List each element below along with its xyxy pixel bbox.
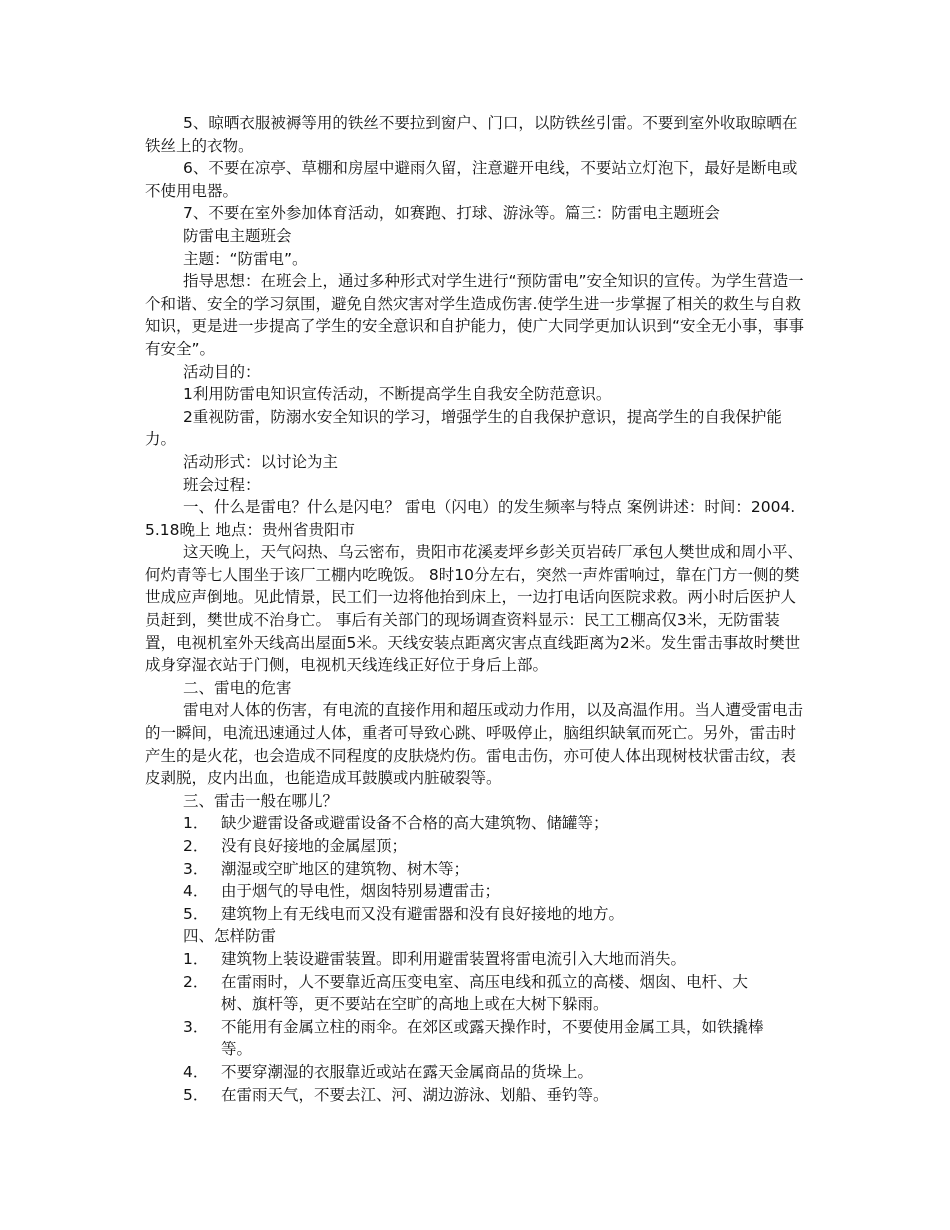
list-item: 2． 没有良好接地的金属屋顶；: [183, 837, 408, 855]
purpose-item-1: 1利用防雷电知识宣传活动，不断提高学生自我安全防范意识。: [183, 385, 612, 404]
section-four-heading: 四、怎样防雷: [183, 927, 277, 946]
theme-line: 主题：“防雷电”。: [183, 249, 308, 268]
activity-form: 活动形式：以讨论为主: [183, 452, 339, 471]
case-story: 这天晚上，天气闷热、乌云密布，贵阳市花溪麦坪乡彭关页岩砖厂承包人樊世成和周小平、何灼青等七人围坐于该厂工棚内吃晚饭。 8时10分左右，突然一声炸雷响过，靠在门方一侧的樊世成应声倒地。见此情景，民工们一边将他抬到床上，一边打电话向医院求救。两小时后医护人员赶到，樊世成不治身亡。 事后有关部门的现场调查资料显示：民工工棚高仅3米，无防雷装置，电视机室外天线高出屋面5米。天线安装点距离灾害点直线距离为2米。发生雷击事故时樊世成身穿湿衣站于门侧，电视机天线连线正好位于身后上部。: [145, 543, 804, 675]
paragraph-item-6: 6、不要在凉亭、草棚和房屋中避雨久留，注意避开电线，不要站立灯泡下，最好是断电或不使用电器。: [145, 159, 798, 200]
list-item: 3． 不能用有金属立柱的雨伞。在郊区或露天操作时，不要使用金属工具，如铁撬棒等。: [183, 1017, 764, 1059]
purpose-item-2: 2重视防雷，防溺水安全知识的学习，增强学生的自我保护意识，提高学生的自我保护能力。: [145, 407, 782, 449]
list-item: 1． 缺少避雷设备或避雷设备不合格的高大建筑物、储罐等；: [183, 814, 609, 833]
document-body: [145, 112, 805, 1106]
list-item: 3． 潮湿或空旷地区的建筑物、树木等；: [183, 859, 470, 878]
list-item: 1． 建筑物上装设避雷装置。即利用避雷装置将雷电流引入大地而消失。: [183, 949, 687, 968]
list-item: 4． 不要穿潮湿的衣服靠近或站在露天金属商品的货垛上。: [183, 1062, 594, 1081]
section-three-heading: 三、雷击一般在哪儿？: [183, 791, 339, 810]
paragraph-item-5: 5、晾晒衣服被褥等用的铁丝不要拉到窗户、门口，以防铁丝引雷。不要到室外收取晾晒在铁丝上的衣物。: [145, 114, 798, 155]
section-title: 防雷电主题班会: [183, 226, 292, 245]
lightning-harm-text: 雷电对人体的伤害，有电流的直接作用和超压或动力作用，以及高温作用。当人遭受雷电击的一瞬间，电流迅速通过人体，重者可导致心跳、呼吸停止，脑组织缺氧而死亡。另外，雷击时产生的是火花，也会造成不同程度的皮肤烧灼伤。雷电击伤，亦可使人体出现树枝状雷击纹，表皮剥脱，皮内出血，也能造成耳鼓膜或内脏破裂等。: [145, 701, 804, 788]
activity-purpose-heading: 活动目的：: [183, 362, 261, 381]
section-two-heading: 二、雷电的危害: [183, 678, 292, 697]
guiding-thought: 指导思想：在班会上，通过多种形式对学生进行“预防雷电”安全知识的宣传。为学生营造一个和谐、安全的学习氛围，避免自然灾害对学生造成伤害.使学生进一步掌握了相关的救生与自救知识，更是进一步提高了学生的安全意识和自护能力，使广大同学更加认识到“安全无小事，事事有安全”。: [145, 272, 805, 358]
section-one-heading: 一、什么是雷电？什么是闪电？ 雷电（闪电）的发生频率与特点 案例讲述：时间：2004.5.18晚上 地点：贵州省贵阳市: [145, 498, 796, 539]
list-item: 4． 由于烟气的导电性，烟囱特别易遭雷击；: [183, 882, 501, 901]
paragraph-item-7: 7、不要在室外参加体育活动，如赛跑、打球、游泳等。篇三：防雷电主题班会: [183, 204, 720, 223]
list-item: 5． 建筑物上有无线电而又没有避雷器和没有良好接地的地方。: [183, 904, 625, 923]
list-item: 2． 在雷雨时，人不要靠近高压变电室、高压电线和孤立的高楼、烟囱、电杆、大树、旗杆等，更不要站在空旷的高地上或在大树下躲雨。: [183, 972, 749, 1014]
meeting-process-heading: 班会过程：: [183, 475, 261, 494]
list-item: 5． 在雷雨天气，不要去江、河、湖边游泳、划船、垂钓等。: [183, 1085, 609, 1104]
